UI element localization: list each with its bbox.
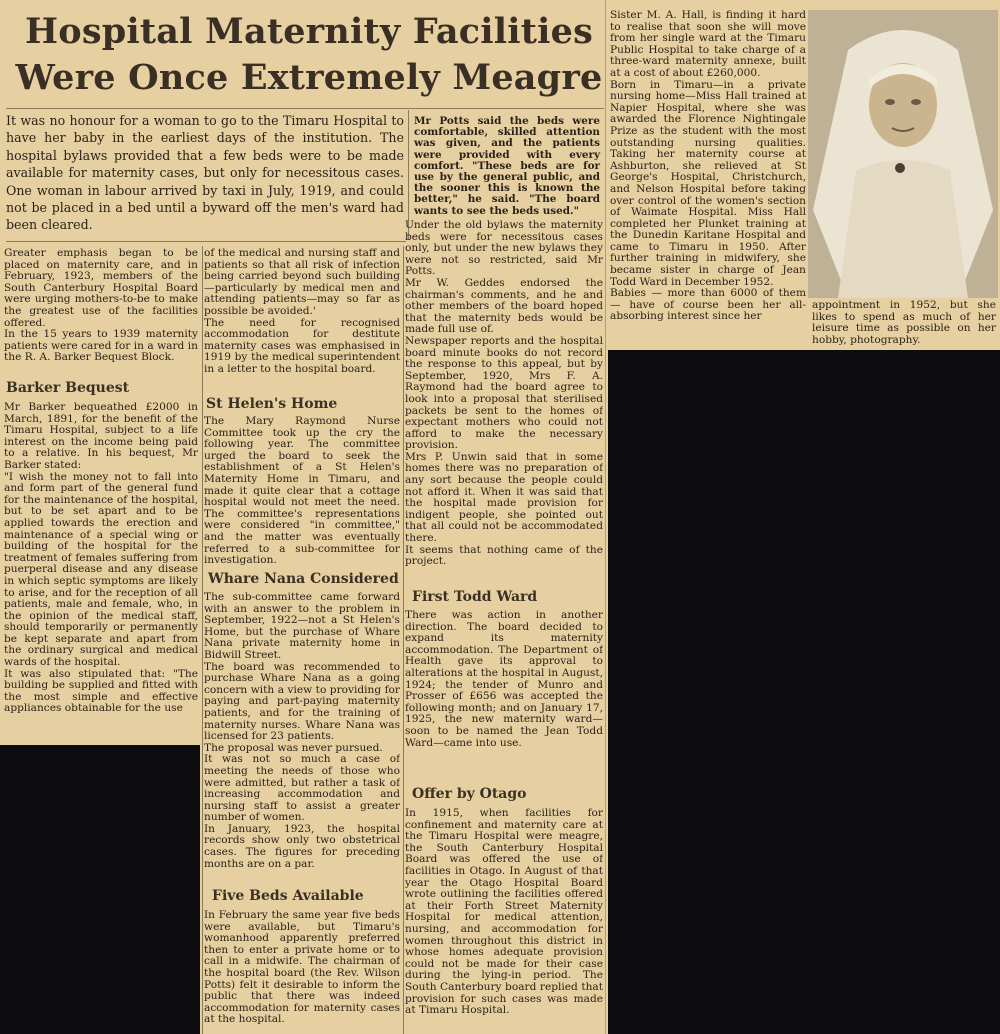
- lead-rule: [6, 241, 406, 242]
- heading-first-todd-ward: First Todd Ward: [412, 589, 538, 605]
- heading-offer-by-otago: Offer by Otago: [412, 786, 527, 802]
- col2-top: of the medical and nursing staff and patients so that all risk of infection being carried beyond such building—particularly by medical men and attending patients—may so far as possible be avoided.' The need for recognised accommodation for destitute maternity cases was emphasised in 1919 by the medical superintendent in a letter to the hospital board.: [204, 248, 400, 375]
- headline-line-2: Were Once Extremely Meagre: [15, 57, 603, 98]
- sister-hall-continued: appointment in 1952, but she likes to spend as much of her leisure time as possible on her hobby, photography.: [812, 300, 996, 346]
- col1-intro: Greater emphasis began to be placed on maternity care, and in February, 1923, members of the South Canterbury Hospital Board were urging mothers-to-be to make the greatest use of the facilities offered. In the 15 years to 1939 maternity patients were cared for in a ward in the R. A. Barker Bequest Block.: [4, 248, 198, 364]
- headline-line-1: Hospital Maternity Facilities: [25, 11, 593, 52]
- potts-quote: Mr Potts said the beds were comfortable, skilled attention was given, and the patients were provided with every comfort. "These beds are for use by the general public, and the sooner this is known the better," he said. "The board wants to see the beds used.": [414, 115, 600, 217]
- col1-rule: [202, 246, 203, 1034]
- lead-paragraph: It was no honour for a woman to go to the Timaru Hospital to have her baby in the earliest days of the institution. The hospital bylaws provided that a few beds were to be made available for maternity cases, but only for necessitous cases. One woman in labour arrived by taxi in July, 1919, and could not be placed in a bed until a byward off the men's ward had been cleared.: [6, 113, 404, 233]
- col3-top: Under the old bylaws the maternity beds were for necessitous cases only, but under the new bylaws they were not so restricted, said Mr Potts. Mr W. Geddes endorsed the chairman's comments, and he and other members of the board hoped that the maternity beds would be made full use of. Newspaper reports and the hospital board minute books do not record the response to this appeal, but by September, 1920, Mrs F. A. Raymond had the board agree to look into a proposal that sterilised packets be sent to the homes of expectant mothers who could not afford to make the necessary provision. Mrs P. Unwin said that in some homes there was no preparation of any sort because the people could not afford it. When it was said that the hospital made provision for indigent people, she pointed out that all could not be accommodated there. It seems that nothing came of the project.: [405, 220, 603, 568]
- col1-barker-text: Mr Barker bequeathed £2000 in March, 1891, for the benefit of the Timaru Hospital, subject to a life interest on the income being paid to a relative. In his bequest, Mr Barker stated: "I wish the money not to fall into and form part of the general fund for the maintenance of the hospital, but to be set apart and to be applied towards the erection and maintenance of a special wing or building of the hospital for the treatment of females suffering from puerperal disease and any disease in which septic symptoms are likely to arise, and for the reception of all patients, male and female, who, in the opinion of the medical staff, should temporarily or permanently be kept separate and apart from the ordinary surgical and medical wards of the hospital. It was also stipulated that: "The building be supplied and fitted with the most simple and effective appliances obtainable for the use: [4, 402, 198, 715]
- headline-rule: [6, 108, 604, 109]
- heading-whare-nana: Whare Nana Considered: [208, 571, 399, 587]
- col2-whare-text: The sub-committee came forward with an answer to the problem in September, 1922—not a St Helen's Home, but the purchase of Whare Nana private maternity home in Bidwill Street. The board was recommended to purchase Whare Nana as a going concern with a view to providing for paying and part-paying maternity patients, and for the training of maternity nurses. Whare Nana was licensed for 23 patients. The proposal was never pursued. It was not so much a case of meeting the needs of those who were admitted, but rather a task of increasing accommodation and nursing staff to assist a greater number of women. In January, 1923, the hospital records show only two obstetrical cases. The figures for preceding months are on a par.: [204, 592, 400, 870]
- column-rule: [605, 0, 606, 1034]
- col3-otago-text: In 1915, when facilities for confinement and maternity care at the Timaru Hospital were meagre, the South Canterbury Hospital Board was offered the use of facilities in Otago. In August of that year the Otago Hospital Board wrote outlining the facilities offered at their Forth Street Maternity Hospital for medical attention, nursing, and accommodation for women throughout this district in whose homes adequate provision could not be made for their case during the lying-in period. The South Canterbury board replied that provision for such cases was made at Timaru Hospital.: [405, 808, 603, 1017]
- col2-five-beds-text: In February the same year five beds were available, but Timaru's womanhood apparently preferred then to enter a private home or to call in a midwife. The chairman of the hospital board (the Rev. Wilson Potts) felt it desirable to inform the public that there was indeed accommodation for maternity cases at the hospital.: [204, 910, 400, 1026]
- heading-five-beds: Five Beds Available: [212, 888, 364, 904]
- nurse-portrait-icon: [808, 10, 998, 298]
- heading-st-helens-home: St Helen's Home: [206, 396, 338, 412]
- sister-hall-photo: [808, 10, 998, 298]
- sister-hall-text: Sister M. A. Hall, is finding it hard to realise that soon she will move from her single ward at the Timaru Public Hospital to take charge of a three-ward maternity annexe, built at a cost of about £260,000. Born in Timaru—in a private nursing home—Miss Hall trained at Napier Hospital, where she was awarded the Florence Nightingale Prize as the student with the most outstanding nursing qualities. Taking her maternity course at Ashburton, she relieved at St George's Hospital, Christchurch, and Nelson Hospital before taking over control of the women's section of Waimate Hospital. Miss Hall completed her Plunket training at the Dunedin Karitane Hospital and came to Timaru in 1950. After further training in midwifery, she became sister in charge of Jean Todd Ward in December 1952. Babies — more than 6000 of them — have of course been her all-absorbing interest since her: [610, 10, 806, 323]
- col3-todd-text: There was action in another direction. The board decided to expand its maternity accommodation. The Department of Health gave its approval to alterations at the hospital in August, 1924; the tender of Munro and Prosser of £656 was accepted the following month; and on January 17, 1925, the new maternity ward—soon to be named the Jean Todd Ward—came into use.: [405, 610, 603, 749]
- col2-st-helens-text: The Mary Raymond Nurse Committee took up the cry the following year. The committee urged the board to seek the establishment of a St Helen's Maternity Home in Timaru, and made it quite clear that a cottage hospital would not meet the need. The committee's representations were considered "in committee," and the matter was eventually referred to a sub-committee for investigation.: [204, 416, 400, 566]
- col2-rule: [403, 246, 404, 1034]
- heading-barker-bequest: Barker Bequest: [6, 380, 130, 396]
